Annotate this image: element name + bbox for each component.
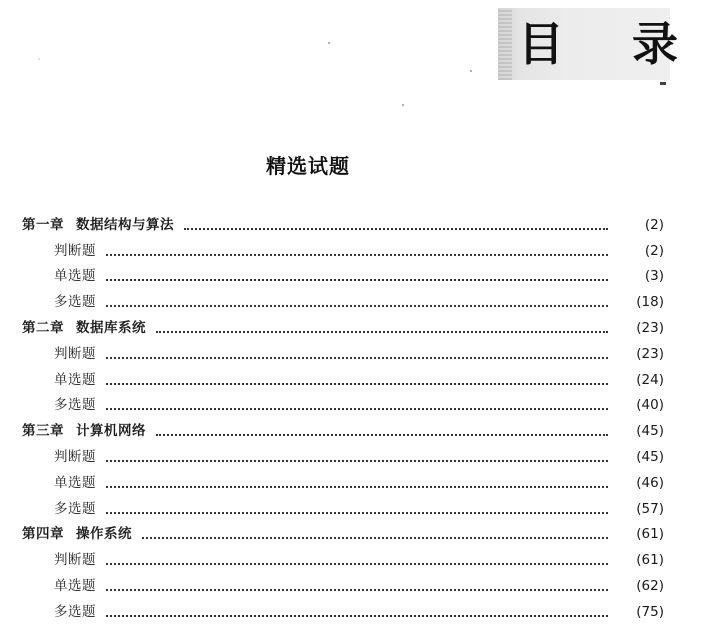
toc-chapter-row[interactable] (0, 518, 680, 544)
toc-entry-label: 单选题 (54, 474, 96, 491)
chapter-title: 操作系统 (76, 526, 132, 543)
toc-entry-label (22, 525, 132, 543)
dot-leader (106, 486, 608, 488)
section-heading: 精选试题 (266, 154, 350, 178)
toc-entry-label: 单选题 (54, 268, 96, 285)
dot-leader (106, 305, 608, 307)
toc-subsection-row[interactable] (0, 260, 680, 286)
page-number: (46) (636, 474, 664, 491)
dot-leader (106, 460, 608, 462)
toc-subsection-row[interactable] (0, 440, 680, 466)
dot-leader (106, 589, 608, 591)
table-of-contents (0, 208, 680, 621)
chapter-number: 第三章 (22, 423, 64, 440)
page-number: (45) (636, 448, 664, 465)
page-number: (61) (636, 552, 664, 569)
toc-subsection-row[interactable] (0, 285, 680, 311)
dot-leader (106, 563, 608, 565)
toc-entry-label: 单选题 (54, 371, 96, 388)
page-number: (2) (644, 242, 664, 259)
toc-entry-label: 判断题 (54, 448, 96, 465)
toc-subsection-row[interactable] (0, 466, 680, 492)
page-number: (18) (636, 294, 664, 311)
page-number: (57) (636, 500, 664, 517)
chapter-title: 数据库系统 (76, 319, 146, 336)
page-title: 目 录 (518, 17, 704, 71)
toc-subsection-row[interactable] (0, 337, 680, 363)
toc-entry-label: 多选题 (54, 603, 96, 620)
toc-entry-label (22, 422, 146, 440)
toc-chapter-row[interactable] (0, 414, 680, 440)
dot-leader (106, 615, 608, 617)
dot-leader (106, 383, 608, 385)
toc-entry-label: 判断题 (54, 345, 96, 362)
dot-leader (106, 512, 608, 514)
toc-entry-label: 多选题 (54, 294, 96, 311)
dot-leader (156, 434, 608, 436)
page-number: (61) (636, 526, 664, 543)
toc-entry-label: 判断题 (54, 552, 96, 569)
dot-leader (106, 254, 608, 256)
toc-subsection-row[interactable] (0, 595, 680, 621)
page-number: (45) (636, 423, 664, 440)
dot-leader (106, 279, 608, 281)
chapter-title: 数据结构与算法 (76, 216, 174, 233)
page-number: (23) (636, 319, 664, 336)
page-number: (3) (644, 268, 664, 285)
toc-entry-label: 多选题 (54, 397, 96, 414)
dot-leader (106, 408, 608, 410)
dot-leader (106, 357, 608, 359)
dot-leader (142, 537, 608, 539)
page-number: (62) (636, 577, 664, 594)
chapter-number: 第四章 (22, 526, 64, 543)
chapter-title: 计算机网络 (76, 423, 146, 440)
toc-subsection-row[interactable] (0, 389, 680, 415)
toc-entry-label (22, 319, 146, 337)
dot-leader (184, 228, 608, 230)
chapter-number: 第二章 (22, 319, 64, 336)
toc-subsection-row[interactable] (0, 363, 680, 389)
toc-entry-label: 判断题 (54, 242, 96, 259)
toc-subsection-row[interactable] (0, 543, 680, 569)
page-number: (75) (636, 603, 664, 620)
page-number: (2) (644, 216, 664, 233)
dot-leader (156, 331, 608, 333)
page-number: (24) (636, 371, 664, 388)
toc-subsection-row[interactable] (0, 569, 680, 595)
toc-subsection-row[interactable] (0, 492, 680, 518)
toc-chapter-row[interactable] (0, 311, 680, 337)
page-number: (23) (636, 345, 664, 362)
toc-subsection-row[interactable] (0, 234, 680, 260)
toc-entry-label: 多选题 (54, 500, 96, 517)
title-underline-mark (660, 82, 666, 85)
page-number: (40) (636, 397, 664, 414)
toc-chapter-row[interactable] (0, 208, 680, 234)
toc-entry-label: 单选题 (54, 577, 96, 594)
toc-entry-label (22, 216, 174, 234)
chapter-number: 第一章 (22, 216, 64, 233)
